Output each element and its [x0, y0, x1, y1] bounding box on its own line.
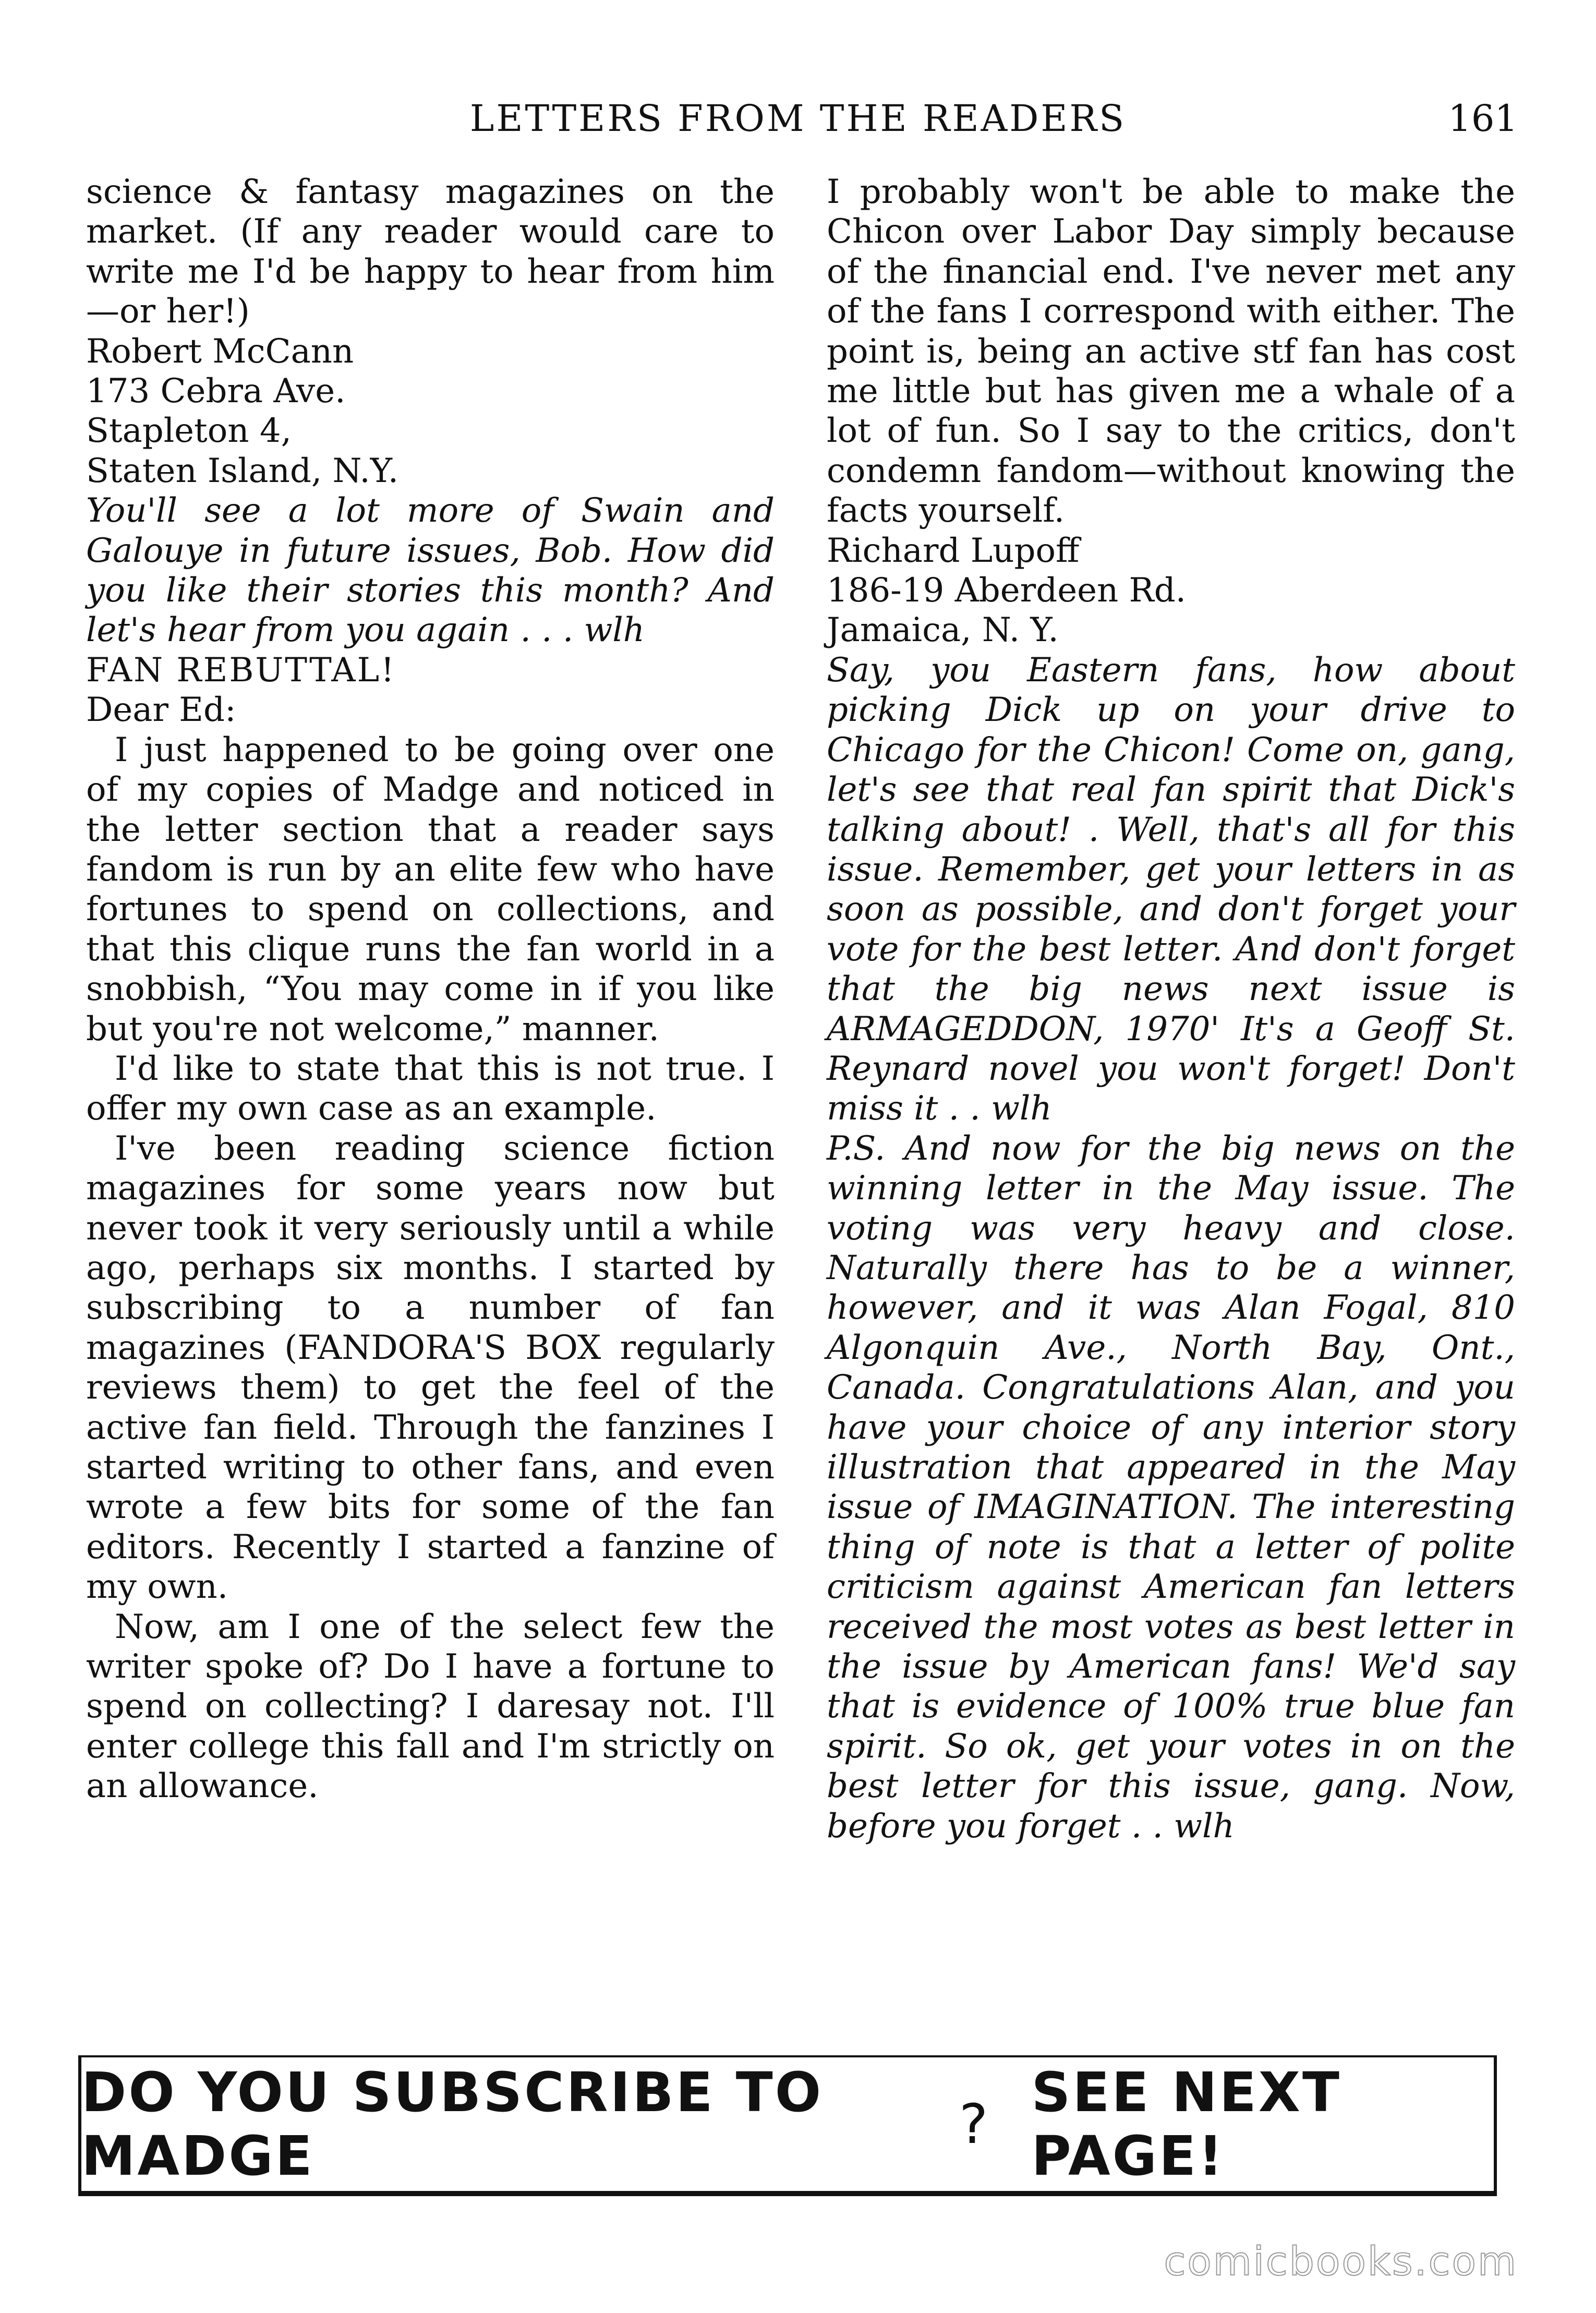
banner-text [81, 2057, 1494, 2191]
banner-question-mark: ? [959, 2092, 990, 2156]
signature-locality: Stapleton 4, [86, 412, 292, 451]
left-column [86, 172, 775, 1806]
page-title: LETTERS FROM THE READERS [469, 97, 1127, 140]
banner-text-part2: SEE NEXT PAGE! [1031, 2061, 1341, 2188]
signature-street: 173 Cebra Ave. [86, 372, 346, 411]
letter-paragraph: I'd like to state that this is not true. I offer my own case as an example. [86, 1049, 775, 1128]
banner-text-part1: DO YOU SUBSCRIBE TO MADGE [81, 2061, 824, 2188]
signature-street: 186-19 Aberdeen Rd. [827, 571, 1186, 610]
editor-reply: Say, you Eastern fans, how about picking Dick up on your drive to Chicago for the Chicon! Come on, gang, let's see that real fan spirit that Dick's talking about! . Well, that's all for this issue. Remember, get your letters in as soon as possible, and don't forget your vote for the best letter. And don't forget that the big news next issue is ARMAGEDDON, 1970' It's a Geoff St. Reynard novel you won't forget! Don't miss it . . wlh [827, 650, 1515, 1128]
page-number: 161 [1448, 97, 1518, 140]
subscription-banner [78, 2055, 1497, 2196]
letter-salutation: Dear Ed: [86, 691, 236, 730]
letter-paragraph: Now, am I one of the select few the writer spoke of? Do I have a fortune to spend on collecting? I daresay not. I'll enter college this fall and I'm strictly on an allowance. [86, 1607, 775, 1806]
letter-paragraph: I just happened to be going over one of my copies of Madge and noticed in the letter section that a reader says fandom is run by an elite few who have fortunes to spend on collections, and that this clique runs the fan world in a snobbish, “You may come in if you like but you're not welcome,” manner. [86, 730, 775, 1049]
signature-city: Jamaica, N. Y. [827, 611, 1059, 650]
section-heading: FAN REBUTTAL! [86, 650, 396, 690]
page-header [0, 97, 1596, 154]
letter-paragraph: I've been reading science fiction magazines for some years now but never took it very seriously until a while ago, perhaps six months. I started by subscribing to a number of fan magazines (FANDORA'S BOX regularly reviews them) to get the feel of the active fan field. Through the fanzines I started writing to other fans, and even wrote a few bits for some of the fan editors. Recently I started a fanzine of my own. [86, 1129, 775, 1607]
site-watermark: comicbooks.com [1164, 2238, 1518, 2284]
letter-signature [827, 531, 1515, 650]
signature-name: Robert McCann [86, 332, 354, 371]
signature-name: Richard Lupoff [827, 531, 1080, 570]
editor-postscript: P.S. And now for the big news on the winning letter in the May issue. The voting was very heavy and close. Naturally there has to be a winner, however, and it was Alan Fogal, 810 Algonquin Ave., North Bay, Ont., Canada. Congratulations Alan, and you have your choice of any interior story illustration that appeared in the May issue of IMAGINATION. The interesting thing of note is that a letter of polite criticism against American fan letters received the most votes as best letter in the issue by American fans! We'd say that is evidence of 100% true blue fan spirit. So ok, get your votes in on the best letter for this issue, gang. Now, before you forget . . wlh [827, 1129, 1515, 1846]
letter-signature [86, 332, 775, 491]
letter-continuation-paragraph: science & fantasy magazines on the market. (If any reader would care to write me I'd be happy to hear from him—or her!) [86, 173, 775, 331]
signature-city: Staten Island, N.Y. [86, 451, 399, 490]
editor-reply: You'll see a lot more of Swain and Galouye in future issues, Bob. How did you like their stories this month? And let's hear from you again . . . wlh [86, 491, 775, 650]
right-column [827, 172, 1515, 1846]
letter-paragraph: I probably won't be able to make the Chicon over Labor Day simply because of the financial end. I've never met any of the fans I correspond with either. The point is, being an active stf fan has cost me little but has given me a whale of a lot of fun. So I say to the critics, don't condemn fandom—without knowing the facts yourself. [827, 173, 1515, 531]
